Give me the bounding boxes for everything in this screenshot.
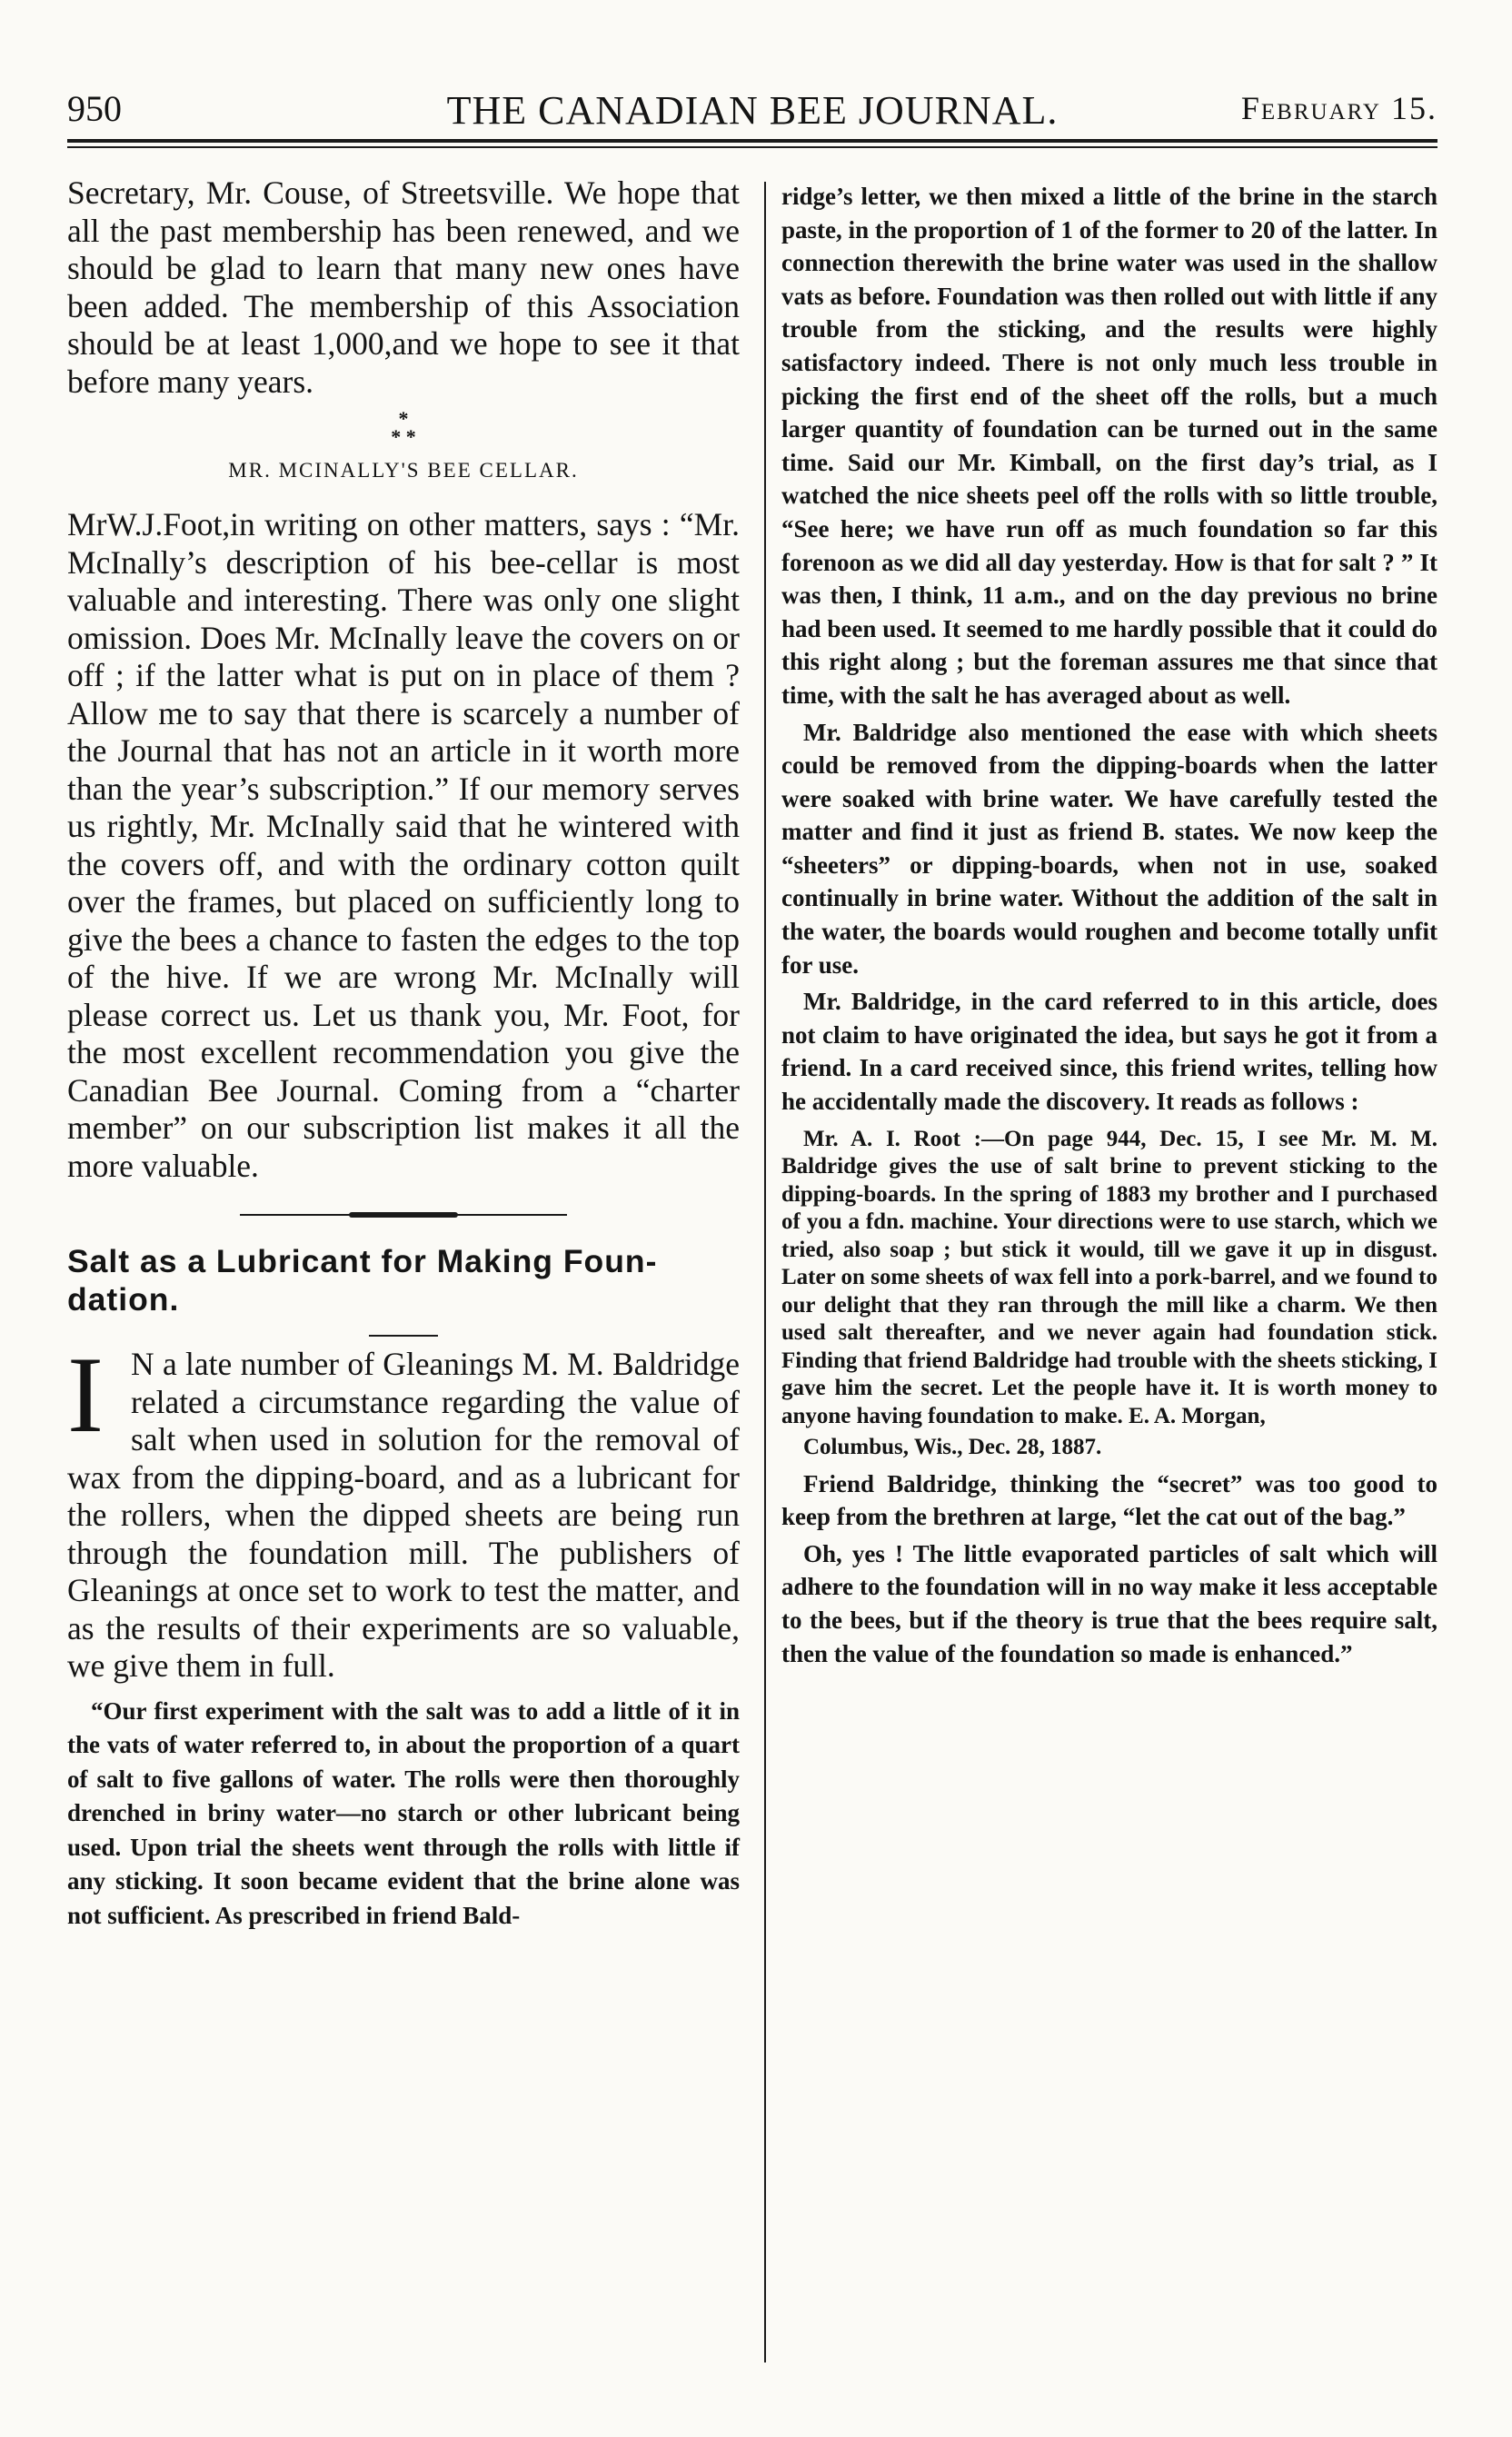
- stars-bottom: * *: [391, 425, 416, 448]
- article-intro-text: N a late number of Gleanings M. M. Baldridge related a circumstance regarding the value of salt when used in solution for the removal of wax from the dipping-board, and as a lubricant for the rollers, when the dipped sheets are being run through the foundation mill. The publishers of Gleanings at once set to work to test the matter, and as the results of their experiments are so valuable, we give them in full.: [67, 1346, 740, 1684]
- title-rule: [369, 1335, 438, 1337]
- right-column: [781, 180, 1437, 1670]
- header-rule-thick: [67, 139, 1437, 143]
- letter-paragraph: Mr. A. I. Root :—On page 944, Dec. 15, I see Mr. M. M. Baldridge gives the use of salt brine to prevent sticking to the dipping-boards. In the spring of 1883 my brother and I purchased of you a fdn. machine. Your directions were to use starch, which we tried, also soap ; but stick it would, till we gave it up in disgust. Later on some sheets of wax fell into a pork-barrel, and we found to our delight that they ran through the mill like a charm. We then used salt thereafter, and we never again had foundation stick. Finding that friend Baldridge had trouble with the sheets sticking, I gave him the secret. Let the people have it. It is worth money to anyone having foundation to make. E. A. Morgan,: [781, 1126, 1437, 1428]
- issue-date: February 15.: [1240, 90, 1437, 126]
- column-divider: [764, 182, 766, 2362]
- header-rule-thin: [67, 146, 1437, 148]
- drop-cap: I: [67, 1334, 104, 1455]
- letter-signature: Columbus, Wis., Dec. 28, 1887.: [803, 1435, 1102, 1460]
- page-header: [67, 87, 1437, 133]
- section-heading: MR. MCINALLY'S BEE CELLAR.: [228, 459, 579, 482]
- quote-continuation: ridge’s letter, we then mixed a little of the brine in the starch paste, in the proportion of 1 of the former to 20 of the latter. In connection therewith the brine water was used in the shallow vats as before. Foundation was then rolled out with little if any trouble from the sticking, and the results were highly satisfactory indeed. There is not only much less trouble in picking the first end of the sheet off the rolls, but a much larger quantity of foundation can be turned out in the same time. Said our Mr. Kimball, on the first day’s trial, as I watched the nice sheets peel off the rolls with so little trouble, “See here; we have run off as much foundation so far this forenoon as we did all day yesterday. How is that for salt ? ” It was then, I think, 11 a.m., and on the day previous no brine had been used. It seemed to me hardly possible that it could do this right along ; but the foreman assures me that since that time, with the salt he has averaged about as well.: [781, 183, 1437, 709]
- stars-top: *: [398, 407, 409, 430]
- secret-paragraph: Friend Baldridge, thinking the “secret” was too good to keep from the brethren at large, “let the cat out of the bag.”: [781, 1469, 1437, 1531]
- article-intro-paragraph: [67, 1334, 740, 1686]
- journal-title: THE CANADIAN BEE JOURNAL.: [446, 88, 1059, 133]
- final-paragraph: Oh, yes ! The little evaporated particles of salt which will adhere to the foundation will in no way make it less acceptable to the bees, but if the theory is true that the bees require salt, then the value of the foundation so made is enhanced.”: [781, 1539, 1437, 1667]
- card-paragraph: Mr. Baldridge, in the card referred to in this article, does not claim to have originated the idea, but says he got it from a friend. In a card received since, this friend writes, telling how he accidentally made the discovery. It reads as follows :: [781, 988, 1437, 1116]
- quote-start-paragraph: “Our first experiment with the salt was to add a little of it in the vats of water referred to, in about the proportion of a quart of salt to five gallons of water. The rolls were then thoroughly drenched in briny water—no starch or other lubricant being used. Upon trial the sheets went through the rolls with little if any sticking. It soon became evident that the brine alone was not sufficient. As prescribed in friend Bald-: [67, 1696, 740, 1929]
- intro-paragraph: Secretary, Mr. Couse, of Streetsville. We hope that all the past membership has been renewed, and we should be glad to learn that many new ones have been added. The membership of this Association should be at least 1,000,and we hope to see it that before many years.: [67, 174, 740, 400]
- article-title-line2: dation.: [67, 1280, 180, 1318]
- section-stars: [67, 407, 740, 448]
- page-number: 950: [67, 88, 122, 129]
- article-title-line1: Salt as a Lubricant for Making Foun-: [67, 1243, 658, 1279]
- left-column: [67, 174, 740, 1933]
- ornament-divider: [240, 1212, 567, 1218]
- ease-paragraph: Mr. Baldridge also mentioned the ease with which sheets could be removed from the dipping-boards when the latter were soaked with brine water. We have carefully tested the matter and find it just as friend B. states. We now keep the “sheeters” or dipping-boards, when not in use, soaked continually in brine water. Without the addition of the salt in the water, the boards would roughen and become totally unfit for use.: [781, 718, 1437, 979]
- cellar-paragraph: MrW.J.Foot,in writing on other matters, says : “Mr. McInally’s description of his bee-cellar is most valuable and interesting. There was only one slight omission. Does Mr. McInally leave the covers on or off ; if the latter what is put on in place of them ? Allow me to say that there is scarcely a number of the Journal that has not an article in it worth more than the year’s subscription.” If our memory serves us rightly, Mr. McInally said that he wintered with the covers off, and with the ordinary cotton quilt over the frames, but placed on sufficiently long to give the bees a chance to fasten the edges to the top of the hive. If we are wrong Mr. McInally will please correct us. Let us thank you, Mr. Foot, for the most excellent recommendation you give the Canadian Bee Journal. Coming from a “charter member” on our subscription list makes it all the more valuable.: [67, 506, 740, 1184]
